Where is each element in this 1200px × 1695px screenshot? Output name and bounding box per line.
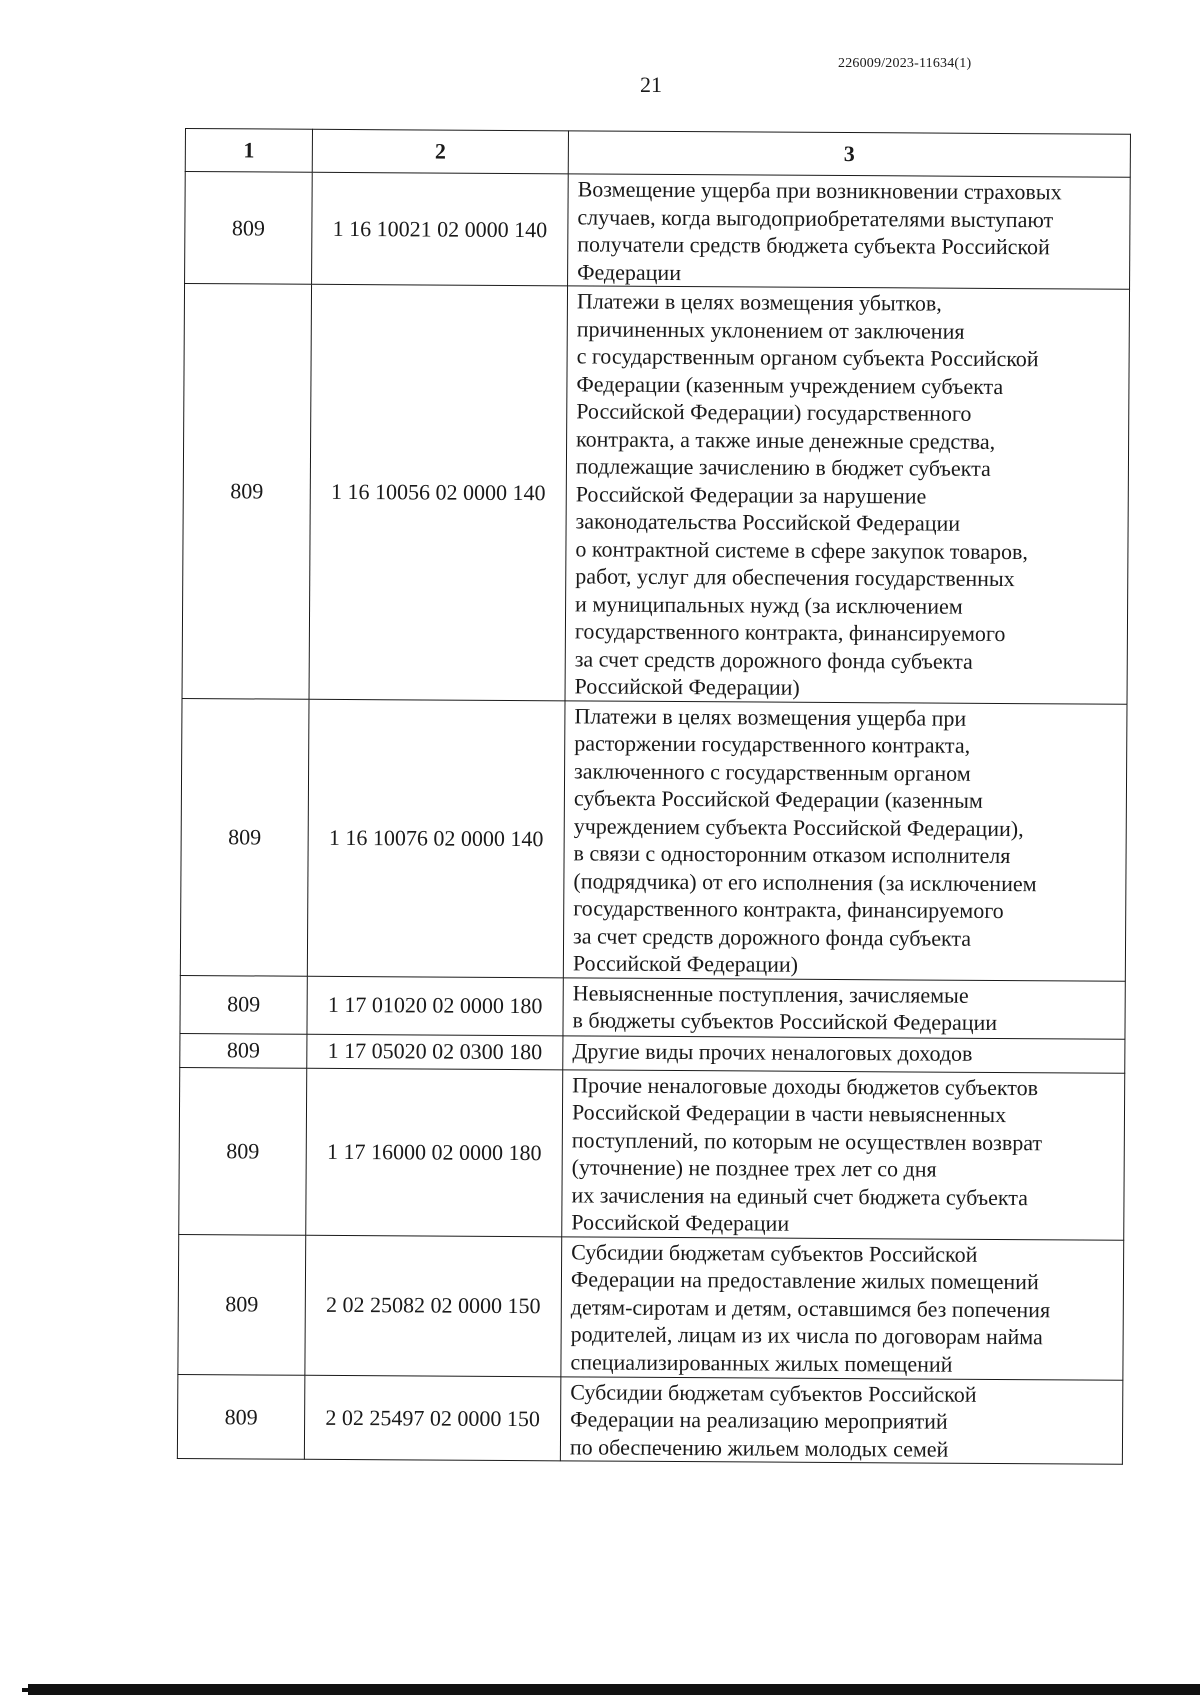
description-cell: Прочие неналоговые доходы бюджетов субъектов Российской Федерации в части невыясненных поступлений, по которым не осуществлен возврат (уточнение) не позднее трех лет со дня их зачисления на единый счет бюджета субъекта Российской Федерации	[562, 1069, 1125, 1239]
kbk-code-cell: 1 17 16000 02 0000 180	[306, 1068, 563, 1237]
admin-code-cell: 809	[177, 1374, 305, 1459]
description-cell: Возмещение ущерба при возникновении страховых случаев, когда выгодоприобретателями выступают получатели средств бюджета субъекта Российской Федерации	[568, 174, 1131, 289]
admin-code-cell: 809	[178, 1234, 306, 1375]
kbk-code-cell: 2 02 25082 02 0000 150	[305, 1235, 562, 1377]
description-cell: Платежи в целях возмещения ущерба при расторжении государственного контракта, заключенного с государственным органом субъекта Российской Федерации (казенным учреждением субъекта Российской Федерации), в связи с односторонним отказом исполнителя (подрядчика) от его исполнения (за исключением государственного контракта, финансируемого за счет средств дорожного фонда субъекта Российской Федерации)	[563, 700, 1127, 980]
description-cell: Другие виды прочих неналоговых доходов	[563, 1035, 1125, 1072]
description-cell: Субсидии бюджетам субъектов Российской Федерации на предоставление жилых помещений детям-сиротам и детям, оставшимся без попечения родителей, лицам из их числа по договорам найма специализированных жилых помещений	[561, 1236, 1124, 1379]
description-cell: Невыясненные поступления, зачисляемые в бюджеты субъектов Российской Федерации	[563, 977, 1125, 1038]
table-row	[177, 1374, 1122, 1464]
scan-bottom-border	[28, 1684, 1200, 1695]
kbk-code-cell: 2 02 25497 02 0000 150	[304, 1375, 561, 1461]
admin-code-cell: 809	[180, 698, 309, 976]
kbk-code-cell: 1 17 01020 02 0000 180	[307, 976, 563, 1036]
admin-code-cell: 809	[179, 1067, 307, 1235]
column-header-3: 3	[568, 131, 1130, 177]
kbk-code-cell: 1 16 10021 02 0000 140	[312, 172, 569, 286]
column-header-1: 1	[185, 129, 312, 173]
budget-codes-table	[177, 128, 1131, 1465]
admin-code-cell: 809	[182, 284, 312, 699]
table-row	[178, 1234, 1124, 1380]
document-number: 226009/2023-11634(1)	[838, 56, 972, 71]
kbk-code-cell: 1 17 05020 02 0300 180	[307, 1034, 563, 1070]
page-number: 21	[640, 72, 662, 97]
table-row	[180, 698, 1127, 981]
kbk-code-cell: 1 16 10056 02 0000 140	[309, 284, 568, 700]
admin-code-cell: 809	[180, 1033, 307, 1068]
table-row	[182, 284, 1130, 704]
table-header-row	[185, 129, 1130, 178]
table-row	[180, 975, 1125, 1039]
description-cell: Субсидии бюджетам субъектов Российской Федерации на реализацию мероприятий по обеспечению жильем молодых семей	[560, 1376, 1123, 1464]
kbk-code-cell: 1 16 10076 02 0000 140	[307, 699, 565, 978]
table-row	[180, 1033, 1125, 1073]
column-header-2: 2	[312, 129, 568, 174]
admin-code-cell: 809	[180, 975, 307, 1034]
description-cell: Платежи в целях возмещения убытков, причиненных уклонением от заключения с государственным органом субъекта Российской Федерации (казенным учреждением субъекта Российской Федерации) государственного контракта, а также иные денежные средства, подлежащие зачислению в бюджет субъекта Российской Федерации за нарушение законодательства Российской Федерации о контрактной системе в сфере закупок товаров, работ, услуг для обеспечения государственных и муниципальных нужд (за исключением государственного контракта, финансируемого за счет средств дорожного фонда субъекта Российской Федерации)	[565, 286, 1130, 704]
table-row	[179, 1067, 1125, 1240]
table-row	[185, 172, 1131, 290]
admin-code-cell: 809	[185, 172, 313, 285]
